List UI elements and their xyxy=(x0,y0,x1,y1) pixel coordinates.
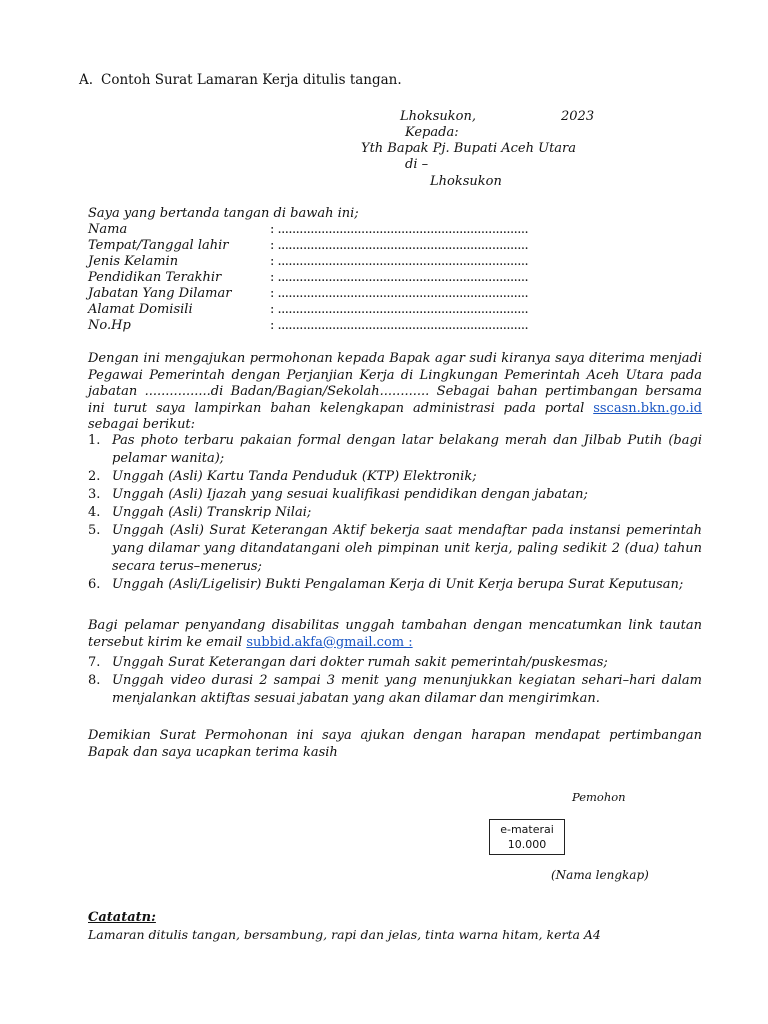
form-row-phone xyxy=(88,318,588,334)
list-item xyxy=(88,468,702,486)
form-row-address xyxy=(88,302,588,318)
note-title: Catatatn: xyxy=(88,910,156,925)
list-number: 1. xyxy=(88,433,101,448)
list-number: 3. xyxy=(88,487,101,502)
form-row-ttl xyxy=(88,238,588,254)
list-text: Pas photo terbaru pakaian formal dengan latar belakang merah dan Jilbab Putih (bagi pelamar wanita); xyxy=(112,433,702,466)
signature-name: (Nama lengkap) xyxy=(551,868,649,882)
field-blank: : ..................................................................... xyxy=(270,238,529,253)
section-letter: A. xyxy=(79,72,94,88)
letter-at: di – xyxy=(405,157,429,172)
field-label: Alamat Domisili xyxy=(88,302,193,317)
list-text: Unggah video durasi 2 sampai 3 menit yang menunjukkan kegiatan sehari–hari dalam menjalankan aktiftas sesuai jabatan yang akan dilamar dan mengirimkan. xyxy=(112,673,702,706)
applicant-form xyxy=(88,206,588,334)
field-label: Tempat/Tanggal lahir xyxy=(88,238,229,253)
email-link[interactable]: subbid.akfa@gmail.com : xyxy=(246,634,413,650)
section-title: Contoh Surat Lamaran Kerja ditulis tangan. xyxy=(101,72,402,88)
letter-place: Lhoksukon, xyxy=(400,109,476,124)
field-label: Nama xyxy=(88,222,128,237)
list-number: 7. xyxy=(88,655,101,670)
disability-requirements-list xyxy=(88,654,702,708)
list-text: Unggah (Asli/Ligelisir) Bukti Pengalaman Kerja di Unit Kerja berupa Surat Keputusan; xyxy=(112,577,684,592)
field-blank: : ..................................................................... xyxy=(270,222,529,237)
requirements-list xyxy=(88,432,702,594)
list-number: 4. xyxy=(88,505,101,520)
form-row-gender xyxy=(88,254,588,270)
list-item xyxy=(88,654,702,672)
stamp-line-2: 10.000 xyxy=(507,838,547,851)
signature-label: Pemohon xyxy=(572,790,626,804)
list-item xyxy=(88,432,702,468)
section-heading xyxy=(79,72,402,88)
form-row-position xyxy=(88,286,588,302)
form-row-nama xyxy=(88,222,588,238)
field-label: Pendidikan Terakhir xyxy=(88,270,222,285)
field-label: Jenis Kelamin xyxy=(88,254,179,269)
list-number: 5. xyxy=(88,523,101,538)
letter-city: Lhoksukon xyxy=(430,174,502,189)
list-text: Unggah Surat Keterangan dari dokter rumah sakit pemerintah/puskesmas; xyxy=(112,655,608,670)
list-item xyxy=(88,486,702,504)
list-item xyxy=(88,672,702,708)
e-materai-stamp xyxy=(489,819,565,855)
field-blank: : ..................................................................... xyxy=(270,254,529,269)
field-label: No.Hp xyxy=(88,318,131,333)
letter-to: Kepada: xyxy=(405,125,459,140)
application-paragraph xyxy=(88,351,702,434)
field-blank: : ..................................................................... xyxy=(270,318,529,333)
stamp-line-1: e-materai xyxy=(500,823,554,836)
form-row-education xyxy=(88,270,588,286)
letter-recipient: Yth Bapak Pj. Bupati Aceh Utara xyxy=(361,141,577,156)
list-number: 6. xyxy=(88,577,101,592)
paragraph-text: Dengan ini mengajukan permohonan kepada Bapak agar sudi kiranya saya diterima menjadi Pegawai Pemerintah dengan Perjanjian Kerja di Lingkungan Pemerintah Aceh Utara pada jabatan ................di Badan/Bagian/Sekolah............ Sebagai bahan pertimbangan bersama ini turut saya lampirkan bahan kelengkapan administrasi pada portal xyxy=(88,351,702,416)
list-item xyxy=(88,522,702,576)
disability-paragraph xyxy=(88,618,702,651)
list-text: Unggah (Asli) Transkrip Nilai; xyxy=(112,505,312,520)
paragraph-text: Bagi pelamar penyandang disabilitas unggah tambahan dengan mencatumkan link tautan tersebut kirim ke email xyxy=(88,618,702,650)
list-text: Unggah (Asli) Ijazah yang sesuai kualifikasi pendidikan dengan jabatan; xyxy=(112,487,588,502)
list-text: Unggah (Asli) Kartu Tanda Penduduk (KTP) Elektronik; xyxy=(112,469,477,484)
closing-paragraph: Demikian Surat Permohonan ini saya ajukan dengan harapan mendapat pertimbangan Bapak dan saya ucapkan terima kasih xyxy=(88,728,702,760)
portal-link[interactable]: sscasn.bkn.go.id xyxy=(593,400,702,416)
list-number: 8. xyxy=(88,673,101,688)
note-text: Lamaran ditulis tangan, bersambung, rapi dan jelas, tinta warna hitam, kerta A4 xyxy=(88,927,601,942)
list-text: Unggah (Asli) Surat Keterangan Aktif bekerja saat mendaftar pada instansi pemerintah yang dilamar yang ditandatangani oleh pimpinan unit kerja, paling sedikit 2 (dua) tahun secara terus–menerus; xyxy=(112,523,702,574)
form-intro: Saya yang bertanda tangan di bawah ini; xyxy=(88,206,359,221)
field-label: Jabatan Yang Dilamar xyxy=(88,286,232,301)
list-item xyxy=(88,576,702,594)
field-blank: : ..................................................................... xyxy=(270,286,529,301)
field-blank: : ..................................................................... xyxy=(270,270,529,285)
letter-year: 2023 xyxy=(561,109,595,124)
field-blank: : ..................................................................... xyxy=(270,302,529,317)
list-item xyxy=(88,504,702,522)
list-number: 2. xyxy=(88,469,101,484)
paragraph-text-end: sebagai berikut: xyxy=(88,417,196,432)
